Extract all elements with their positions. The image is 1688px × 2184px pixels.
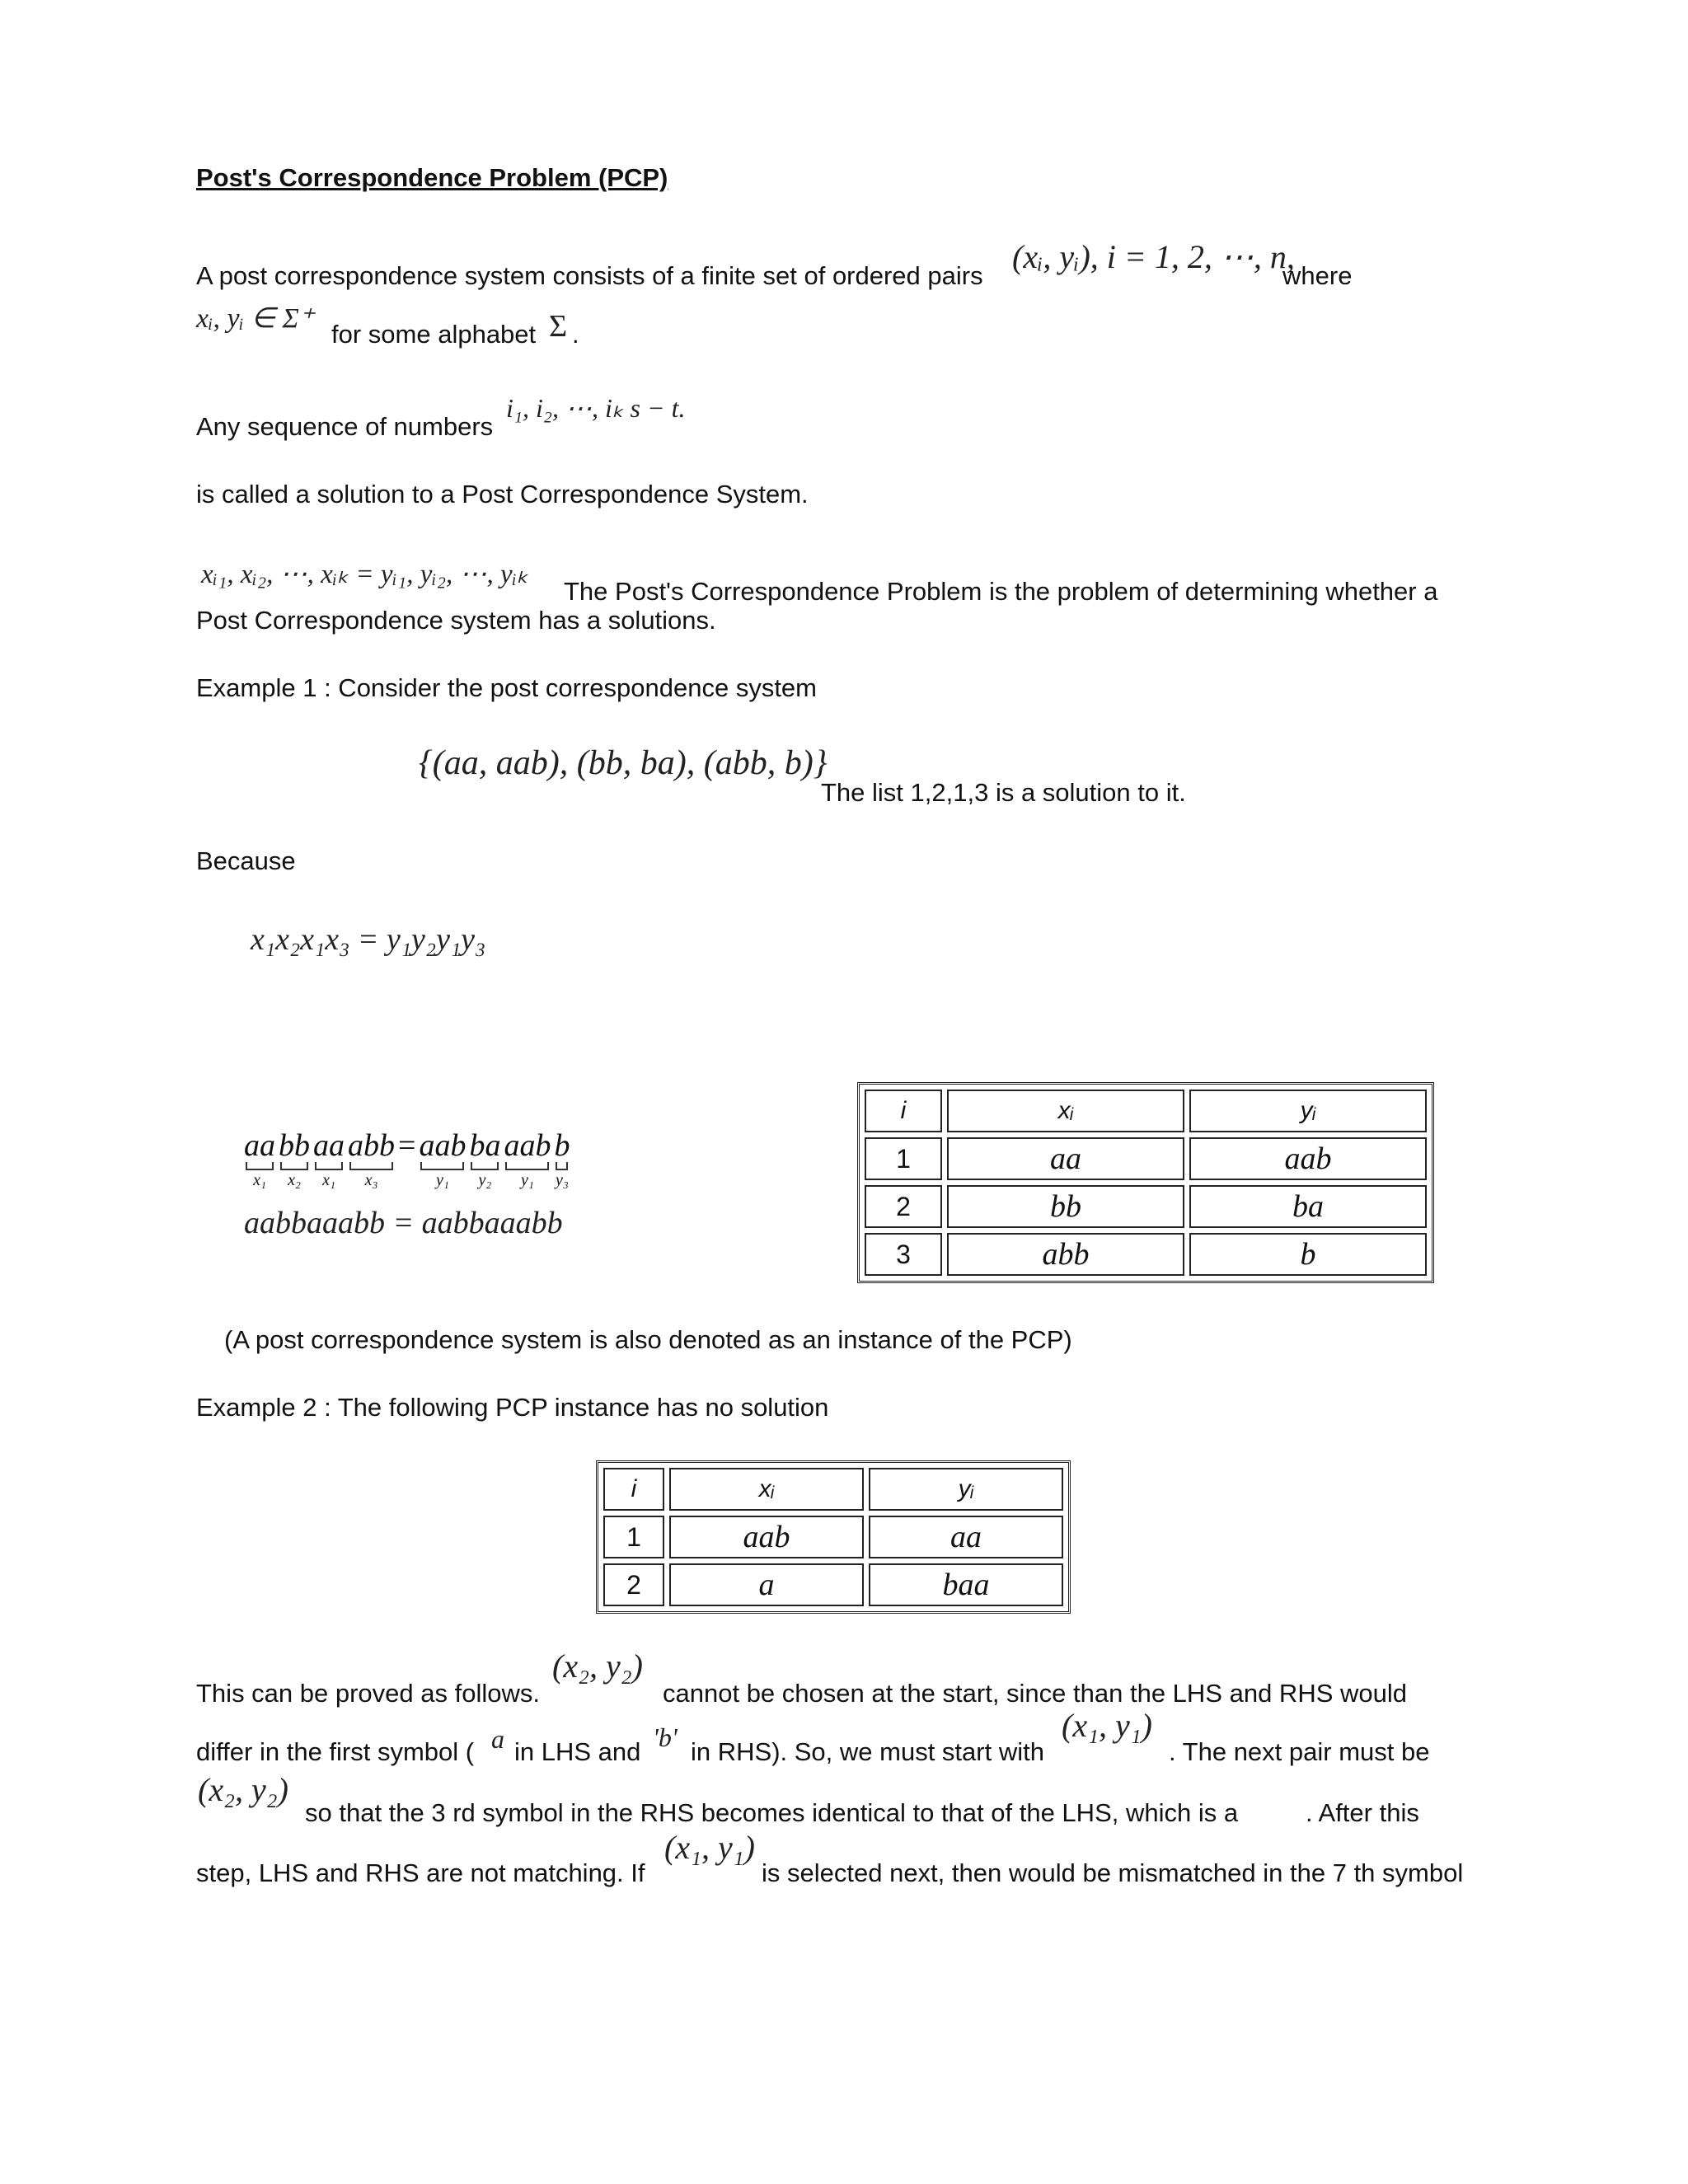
cell-i: 2 [865, 1185, 942, 1228]
cell-i: 3 [865, 1233, 942, 1276]
page-title: Post's Correspondence Problem (PCP) [196, 163, 668, 192]
header-i: i [865, 1090, 942, 1132]
table-header-row [603, 1468, 1063, 1511]
concat-equation: aabbaaabb = aabbaaabb [244, 1206, 563, 1240]
proof-line3-b: so that the 3 rd symbol in the RHS becomes identical to that of the LHS, which is a [305, 1798, 1239, 1827]
table-row [603, 1563, 1063, 1606]
math-solution-equation: xᵢ₁, xᵢ₂, ⋯, xᵢₖ = yᵢ₁, yᵢ₂, ⋯, yᵢₖ [201, 560, 528, 589]
proof-line2-a: differ in the first symbol ( [196, 1737, 475, 1766]
math-ordered-pairs: (xᵢ, yᵢ), i = 1, 2, ⋯, n, [1012, 238, 1295, 275]
cell-i: 1 [865, 1137, 942, 1180]
underbrace-equation [244, 1129, 570, 1190]
cell-y: b [1189, 1233, 1427, 1276]
math-sigma: Σ [549, 309, 568, 344]
example1-table [857, 1082, 1434, 1283]
proof-line2-c: in RHS). So, we must start with [691, 1737, 1044, 1766]
para4-text-a: The Post's Correspondence Problem is the problem of determining whether a [564, 577, 1438, 606]
para1-period: . [572, 320, 579, 349]
math-index-sequence: i₁, i₂, ⋯, iₖ s − t. [506, 393, 686, 423]
para2-text: Any sequence of numbers [196, 412, 494, 441]
header-i: i [603, 1468, 664, 1511]
lhs-group: bb x₂ [279, 1128, 310, 1189]
because-text: Because [196, 846, 296, 875]
math-symbol-a: a [491, 1724, 504, 1754]
math-pair-2-next: (x₂, y₂) [198, 1771, 288, 1808]
para4-text-b: Post Correspondence system has a solutions. [196, 606, 716, 635]
example1-solution-text: The list 1,2,1,3 is a solution to it. [821, 778, 1186, 807]
para1-alphabet-text: for some alphabet [331, 320, 537, 349]
math-symbol-b: 'b' [653, 1722, 678, 1752]
cell-y: baa [869, 1563, 1063, 1606]
cell-i: 2 [603, 1563, 664, 1606]
table-row [603, 1516, 1063, 1558]
table-row [865, 1137, 1427, 1180]
lhs-group: abb x₃ [348, 1128, 395, 1189]
proof-line2-d: . The next pair must be [1169, 1737, 1430, 1766]
rhs-group: aab y₁ [504, 1128, 551, 1189]
pcp-instance-note: (A post correspondence system is also denoted as an instance of the PCP) [224, 1325, 1072, 1354]
cell-x: aa [947, 1137, 1184, 1180]
cell-y: aa [869, 1516, 1063, 1558]
example2-heading: Example 2 : The following PCP instance has no solution [196, 1393, 829, 1422]
lhs-group: aa x₁ [313, 1128, 345, 1189]
cell-y: aab [1189, 1137, 1427, 1180]
math-pair-1-next: (x₁, y₁) [664, 1829, 755, 1866]
proof-line1-a: This can be proved as follows. [196, 1679, 540, 1708]
example2-table [596, 1460, 1071, 1614]
para1-text: A post correspondence system consists of a finite set of ordered pairs [196, 261, 983, 290]
math-pair-2: (x₂, y₂) [552, 1647, 643, 1685]
proof-line4-a: step, LHS and RHS are not matching. If [196, 1858, 645, 1887]
math-because-equation: x₁x₂x₁x₃ = y₁y₂y₁y₃ [251, 922, 486, 957]
equals-sign: = [398, 1128, 416, 1163]
cell-i: 1 [603, 1516, 664, 1558]
math-membership: xᵢ, yᵢ ∈ Σ⁺ [196, 303, 314, 334]
math-pair-1: (x₁, y₁) [1062, 1707, 1152, 1744]
proof-line2-b: in LHS and [514, 1737, 641, 1766]
cell-x: abb [947, 1233, 1184, 1276]
table-row [865, 1233, 1427, 1276]
para1-where: where [1282, 261, 1353, 290]
header-y: yᵢ [1189, 1090, 1427, 1132]
rhs-group: ba y₂ [469, 1128, 501, 1189]
proof-line3-c: . After this [1306, 1798, 1419, 1827]
cell-y: ba [1189, 1185, 1427, 1228]
rhs-group: aab y₁ [419, 1128, 467, 1189]
header-x: xᵢ [947, 1090, 1184, 1132]
table-row [865, 1185, 1427, 1228]
header-x: xᵢ [669, 1468, 864, 1511]
cell-x: aab [669, 1516, 864, 1558]
math-pcp-set: {(aa, aab), (bb, ba), (abb, b)} [419, 744, 828, 782]
proof-line4-b: is selected next, then would be mismatched in the 7 th symbol [762, 1858, 1464, 1887]
example1-heading: Example 1 : Consider the post correspondence system [196, 673, 817, 702]
cell-x: a [669, 1563, 864, 1606]
cell-x: bb [947, 1185, 1184, 1228]
rhs-group: b y₃ [554, 1128, 570, 1189]
proof-line1-b: cannot be chosen at the start, since than the LHS and RHS would [663, 1679, 1407, 1708]
para3-text: is called a solution to a Post Correspondence System. [196, 480, 809, 509]
table-header-row [865, 1090, 1427, 1132]
header-y: yᵢ [869, 1468, 1063, 1511]
lhs-group: aa x₁ [244, 1128, 275, 1189]
